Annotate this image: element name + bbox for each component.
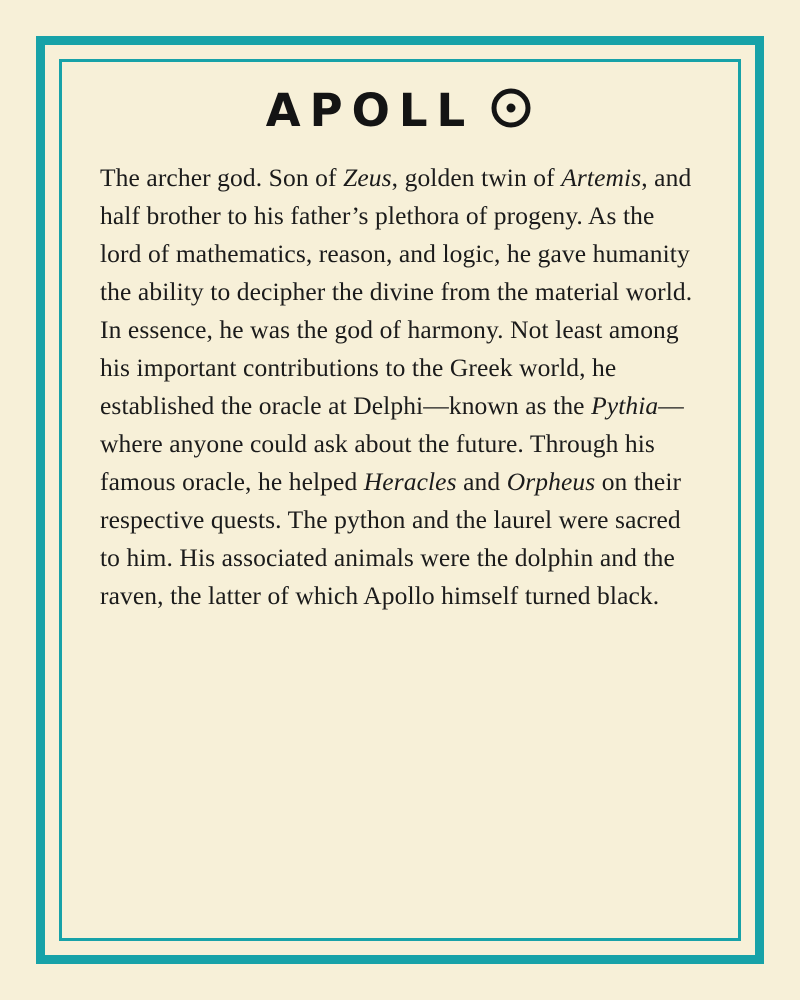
body-text-run: , and half brother to his father’s plethora of progeny. As the lord of mathematics, reason, and logic, he gave humanity the ability to decipher the divine from the material world. In essence, he was the god of harmony. Not least among his important contributions to the Greek world, he established the oracle at Delphi—known as the bbox=[100, 163, 693, 420]
card-content bbox=[68, 62, 732, 938]
emphasized-term: Pythia bbox=[591, 390, 659, 420]
emphasized-term: Heracles bbox=[363, 466, 457, 496]
description-paragraph bbox=[100, 159, 700, 615]
body-text-run: The archer god. Son of bbox=[100, 163, 344, 192]
sun-disc-icon bbox=[491, 88, 531, 133]
body-text-run: —where anyone could ask about the future. Through his famous oracle, he helped bbox=[100, 390, 684, 496]
emphasized-term: Zeus bbox=[343, 163, 392, 192]
body-text-run: on their respective quests. The python and the laurel were sacred to him. His associated animals were the dolphin and the raven, the latter of which Apollo himself turned black. bbox=[100, 466, 682, 610]
emphasized-term: Artemis bbox=[561, 163, 642, 192]
body-text-run: and bbox=[456, 466, 507, 496]
page-title-text: APOLL bbox=[265, 84, 475, 137]
page-title bbox=[68, 84, 732, 137]
body-text-run: , golden twin of bbox=[391, 163, 562, 192]
emphasized-term: Orpheus bbox=[506, 466, 596, 496]
